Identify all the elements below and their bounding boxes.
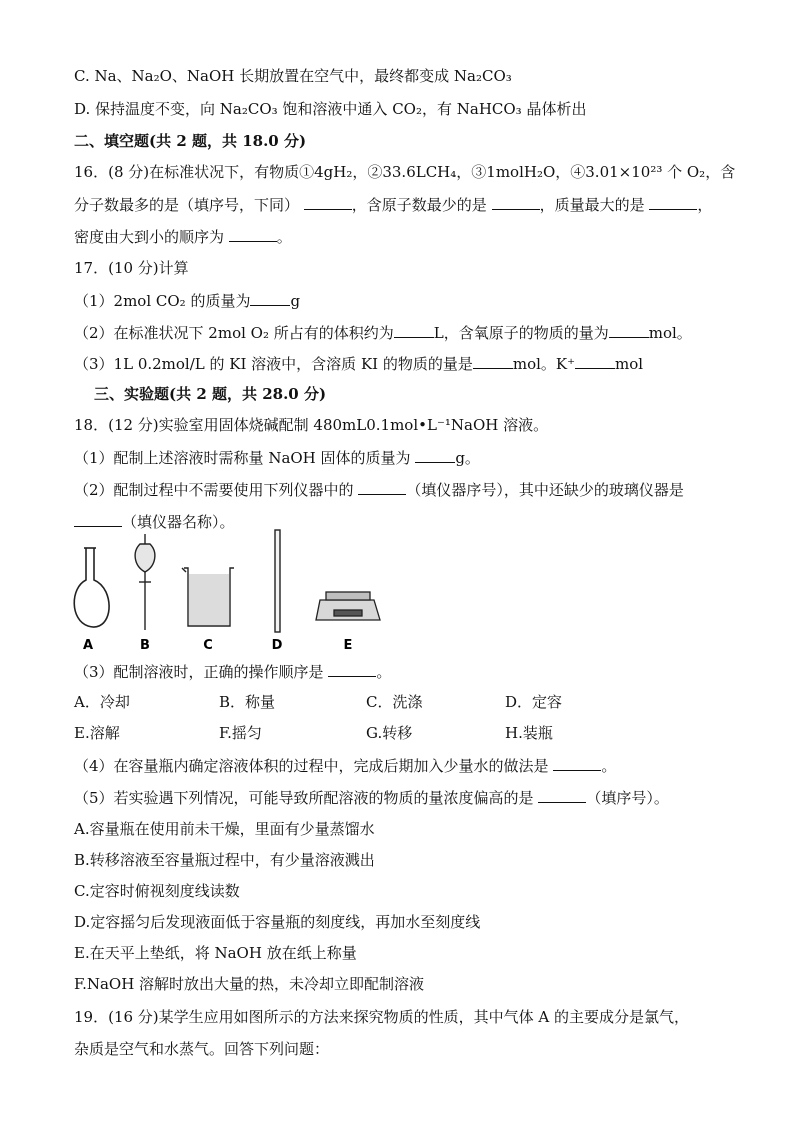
q16-line3 xyxy=(74,226,292,247)
q16-text-b: ，含原子数最少的是 xyxy=(351,196,487,214)
q17-part2 xyxy=(74,322,692,343)
answer-blank[interactable] xyxy=(394,322,434,338)
q16-text-c: ，质量最大的是 xyxy=(539,196,645,214)
q17-1-text: （1）2mol CO₂ 的质量为 xyxy=(74,292,251,310)
answer-blank[interactable] xyxy=(473,353,513,369)
beaker-icon xyxy=(182,568,234,626)
q17-part3 xyxy=(74,353,643,374)
error-option-e: E.在天平上垫纸，将 NaOH 放在纸上称量 xyxy=(74,944,357,962)
answer-blank[interactable] xyxy=(304,194,352,210)
q18-2-text: （2）配制过程中不需要使用下列仪器中的 xyxy=(74,481,354,499)
apparatus-label-c: C xyxy=(203,638,213,653)
error-option-f: F.NaOH 溶解时放出大量的热，未冷却立即配制溶液 xyxy=(74,975,425,993)
q18-part4 xyxy=(74,755,616,776)
q18-part1 xyxy=(74,447,480,468)
q18-2-text-b: （填仪器序号），其中还缺少的玻璃仪器是 xyxy=(406,481,684,499)
q17-2-text: （2）在标准状况下 2mol O₂ 所占有的体积约为 xyxy=(74,324,394,342)
q17-part1 xyxy=(74,290,300,311)
apparatus-label-d: D xyxy=(271,638,283,653)
q18-1-text: （1）配制上述溶液时需称量 NaOH 固体的质量为 xyxy=(74,449,411,467)
q18-2-text-c: （填仪器名称）。 xyxy=(122,513,235,531)
option-c: C. Na、Na₂O、NaOH 长期放置在空气中，最终都变成 Na₂CO₃ xyxy=(74,67,512,85)
step-option-f: F.摇匀 xyxy=(219,724,262,742)
step-option-b: B．称量 xyxy=(219,693,276,711)
volumetric-flask-icon xyxy=(74,548,109,627)
section-fill-in: 二、填空题(共 2 题，共 18.0 分) xyxy=(74,132,307,150)
q18-4-text: （4）在容量瓶内确定溶液体积的过程中，完成后期加入少量水的做法是 xyxy=(74,757,549,775)
q18-part5 xyxy=(74,787,669,808)
answer-blank[interactable] xyxy=(358,479,406,495)
apparatus-figure xyxy=(66,528,386,653)
q19-line2: 杂质是空气和水蒸气。回答下列问题： xyxy=(74,1040,330,1058)
answer-blank[interactable] xyxy=(74,511,122,527)
q18-4-end: 。 xyxy=(601,757,617,775)
q18-part3 xyxy=(74,661,391,682)
answer-blank[interactable] xyxy=(415,447,455,463)
q16-line1: 16．(8 分)在标准状况下，有物质①4gH₂，②33.6LCH₄，③1molH₂O，④3.01×10²³ 个 O₂，含 xyxy=(74,163,736,181)
q17-3-unit: mol xyxy=(615,355,644,373)
q16-text-d: ， xyxy=(697,196,713,214)
error-option-c: C.定容时俯视刻度线读数 xyxy=(74,882,240,900)
q17-1-unit: g xyxy=(290,292,301,310)
answer-blank[interactable] xyxy=(328,661,376,677)
answer-blank[interactable] xyxy=(553,755,601,771)
answer-blank[interactable] xyxy=(575,353,615,369)
step-option-g: G.转移 xyxy=(366,724,413,742)
electronic-balance-icon xyxy=(316,592,380,620)
section-experiment: 三、实验题(共 2 题，共 28.0 分) xyxy=(94,385,327,403)
step-option-c: C．洗涤 xyxy=(366,693,423,711)
q18-5-text: （5）若实验遇下列情况，可能导致所配溶液的物质的量浓度偏高的是 xyxy=(74,789,534,807)
step-option-h: H.装瓶 xyxy=(505,724,553,742)
answer-blank[interactable] xyxy=(649,194,697,210)
apparatus-label-a: A xyxy=(82,638,94,653)
separatory-funnel-icon xyxy=(135,534,155,630)
q17-3-text-b: mol。K⁺ xyxy=(512,355,576,373)
q16-line2 xyxy=(74,194,712,215)
glass-rod-icon xyxy=(275,530,280,632)
answer-blank[interactable] xyxy=(250,290,290,306)
q18-1-unit: g。 xyxy=(455,449,480,467)
q18-part2 xyxy=(74,479,684,500)
q16-text-e: 密度由大到小的顺序为 xyxy=(74,228,225,246)
answer-blank[interactable] xyxy=(229,226,277,242)
q18-3-text: （3）配制溶液时，正确的操作顺序是 xyxy=(74,663,324,681)
error-option-b: B.转移溶液至容量瓶过程中，有少量溶液溅出 xyxy=(74,851,375,869)
answer-blank[interactable] xyxy=(538,787,586,803)
q19-line1: 19．(16 分)某学生应用如图所示的方法来探究物质的性质，其中气体 A 的主要成分是氯气， xyxy=(74,1008,690,1026)
answer-blank[interactable] xyxy=(492,194,540,210)
q16-text-a: 分子数最多的是（填序号，下同） xyxy=(74,196,300,214)
q16-text-f: 。 xyxy=(276,228,292,246)
option-d: D. 保持温度不变，向 Na₂CO₃ 饱和溶液中通入 CO₂，有 NaHCO₃ 晶体析出 xyxy=(74,100,587,118)
q17-3-text: （3）1L 0.2mol/L 的 KI 溶液中，含溶质 KI 的物质的量是 xyxy=(74,355,473,373)
answer-blank[interactable] xyxy=(609,322,649,338)
error-option-a: A.容量瓶在使用前未干燥，里面有少量蒸馏水 xyxy=(74,820,375,838)
q18-3-end: 。 xyxy=(376,663,392,681)
q17-title: 17．(10 分)计算 xyxy=(74,259,189,277)
apparatus-label-b: B xyxy=(140,638,150,653)
q17-2-unit: mol。 xyxy=(648,324,692,342)
step-option-a: A．冷却 xyxy=(74,693,130,711)
q18-5-end: （填序号）。 xyxy=(586,789,669,807)
q17-2-text-b: L，含氧原子的物质的量为 xyxy=(433,324,609,342)
apparatus-label-e: E xyxy=(343,638,353,653)
step-option-d: D．定容 xyxy=(505,693,563,711)
error-option-d: D.定容摇匀后发现液面低于容量瓶的刻度线，再加水至刻度线 xyxy=(74,913,481,931)
step-option-e: E.溶解 xyxy=(74,724,120,742)
q18-title: 18．(12 分)实验室用固体烧碱配制 480mL0.1mol•L⁻¹NaOH 溶液。 xyxy=(74,416,549,434)
